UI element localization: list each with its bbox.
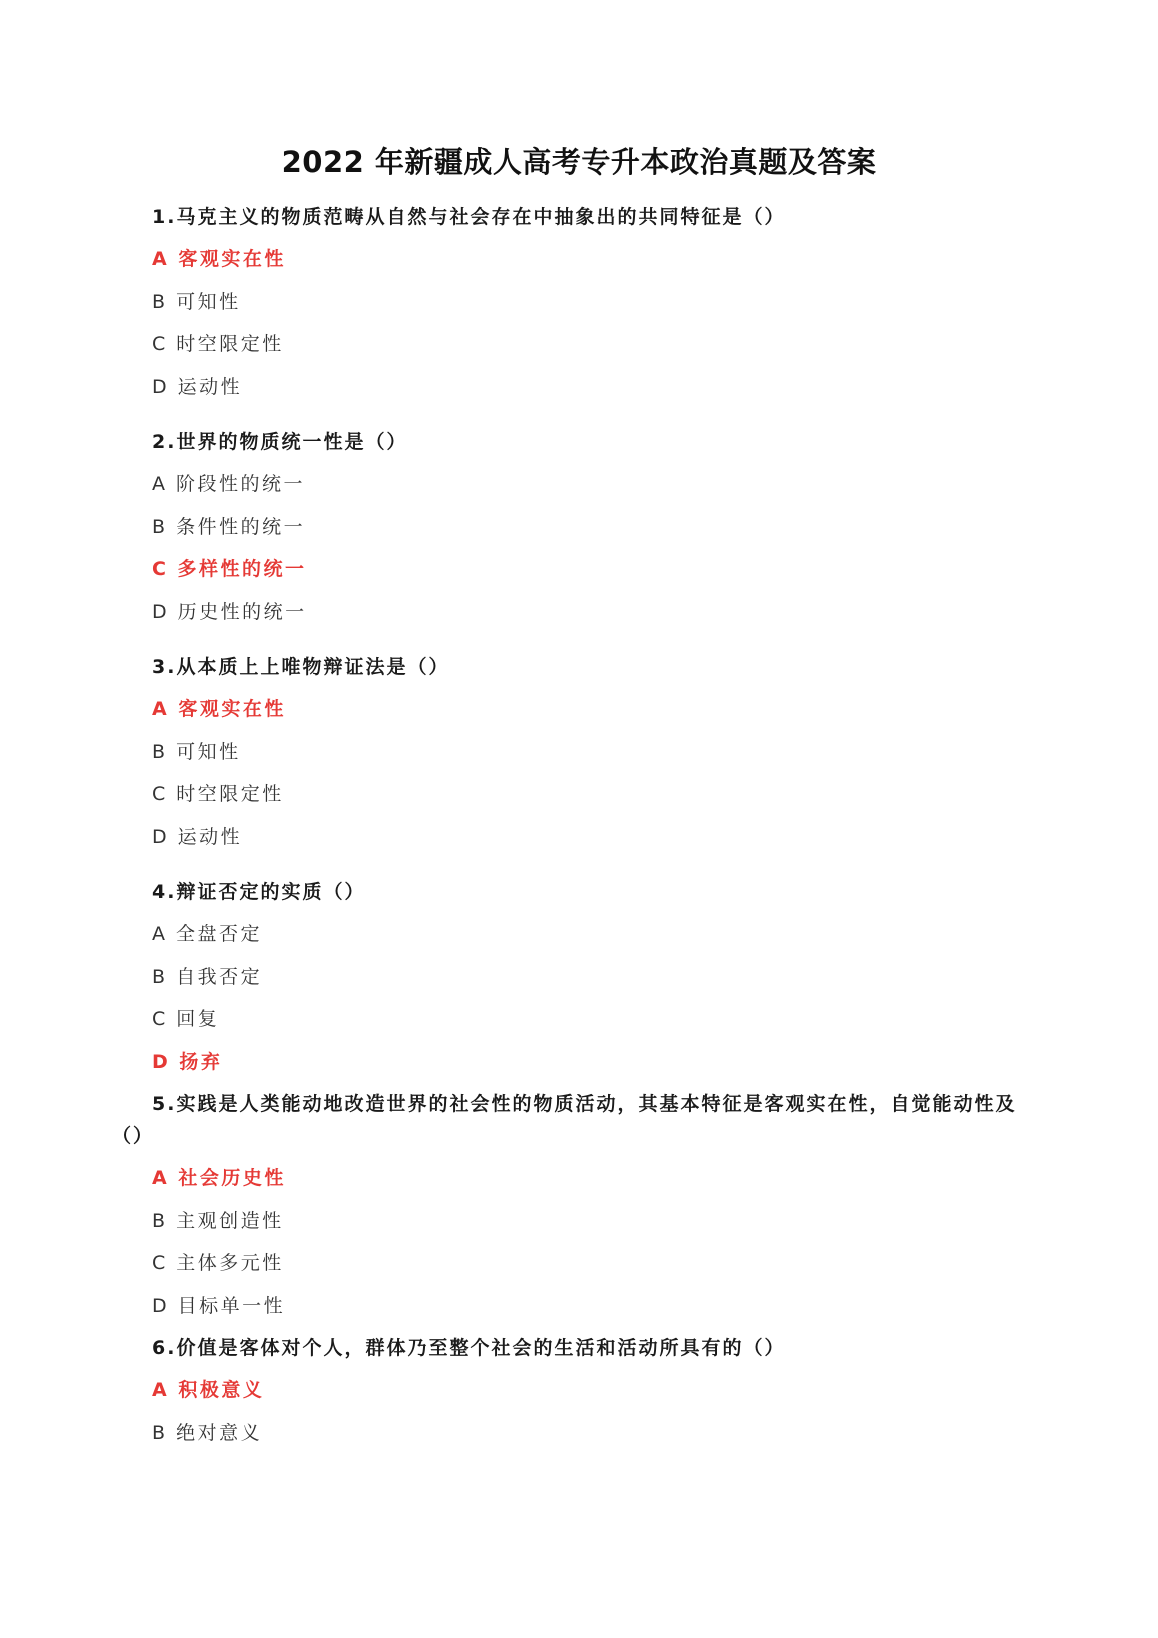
question-5: [112, 1086, 1052, 1324]
question-text-continuation: （）: [112, 1125, 155, 1147]
question-text: 5.实践是人类能动地改造世界的社会性的物质活动，其基本特征是客观实在性，自觉能动性及: [152, 1093, 1017, 1115]
question-list: [112, 199, 1052, 1457]
page-title: 2022 年新疆成人高考专升本政治真题及答案: [281, 145, 877, 179]
option-c: C 主体多元性: [152, 1252, 284, 1274]
option-c: C 时空限定性: [152, 783, 284, 805]
option-b: B 自我否定: [152, 965, 263, 988]
option-b: B 绝对意义: [152, 1421, 263, 1444]
spacer: [152, 636, 1052, 649]
option-c: C 回复: [152, 1008, 220, 1030]
option-a: A 积极意义: [152, 1379, 265, 1401]
question-4: [152, 874, 1052, 1080]
option-d: D 目标单一性: [152, 1294, 286, 1317]
option-d: D 运动性: [152, 825, 243, 848]
option-d: D 历史性的统一: [152, 600, 307, 623]
question-1: [152, 199, 1052, 405]
option-a: A 社会历史性: [152, 1167, 286, 1189]
option-a: A 客观实在性: [152, 248, 286, 270]
question-text: 1.马克主义的物质范畴从自然与社会存在中抽象出的共同特征是（）: [152, 206, 786, 228]
option-b: B 可知性: [152, 740, 241, 763]
option-a: A 客观实在性: [152, 698, 286, 720]
question-text: 6.价值是客体对个人，群体乃至整个社会的生活和活动所具有的（）: [152, 1337, 786, 1359]
option-c: C 时空限定性: [152, 333, 284, 355]
spacer: [152, 861, 1052, 874]
spacer: [152, 411, 1052, 424]
option-d: D 扬弃: [152, 1050, 223, 1073]
question-text: 2.世界的物质统一性是（）: [152, 431, 408, 453]
question-6: [152, 1330, 1052, 1451]
option-b: B 条件性的统一: [152, 515, 306, 538]
question-text: 3.从本质上上唯物辩证法是（）: [152, 656, 450, 678]
option-c: C 多样性的统一: [152, 558, 307, 580]
option-b: B 主观创造性: [152, 1209, 284, 1232]
question-3: [152, 649, 1052, 855]
option-b: B 可知性: [152, 290, 241, 313]
option-a: A 全盘否定: [152, 923, 263, 945]
question-text: 4.辩证否定的实质（）: [152, 881, 366, 903]
question-2: [152, 424, 1052, 630]
option-a: A 阶段性的统一: [152, 473, 306, 495]
option-d: D 运动性: [152, 375, 243, 398]
